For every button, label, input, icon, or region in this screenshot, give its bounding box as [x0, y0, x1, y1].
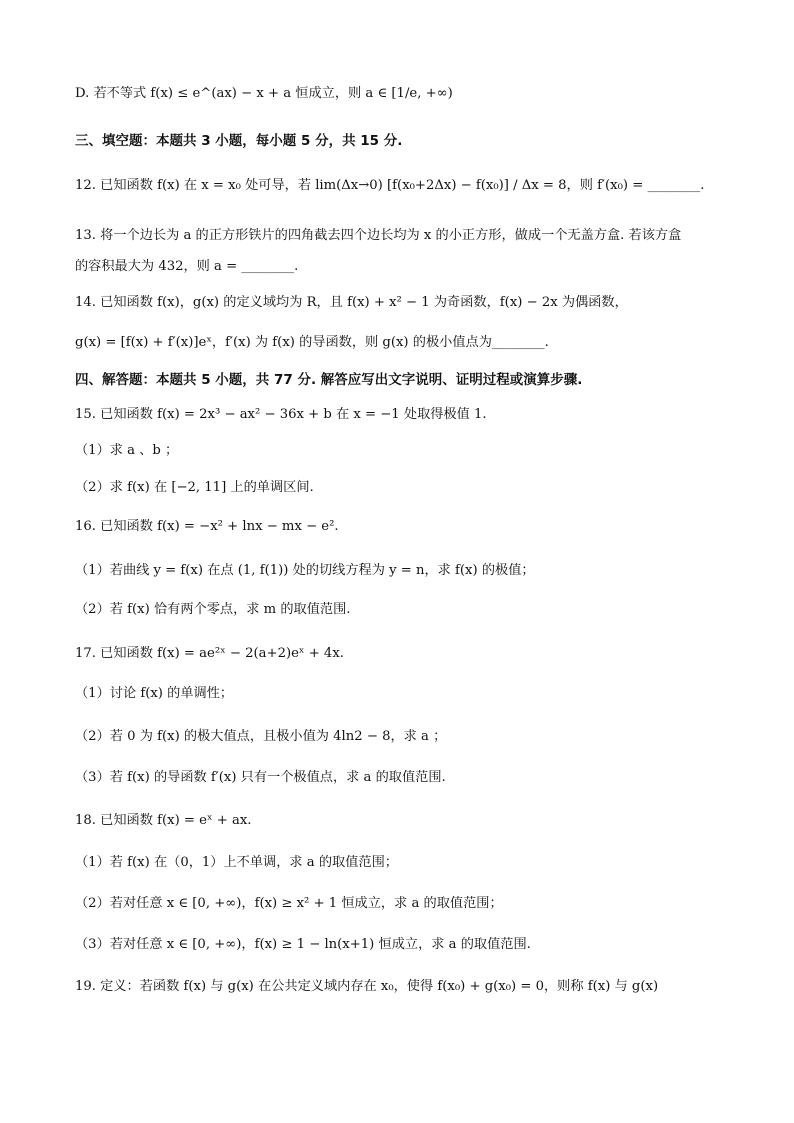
question-18-part-1: （1）若 f(x) 在（0，1）上不单调，求 a 的取值范围； — [75, 855, 398, 870]
question-15: 15. 已知函数 f(x) = 2x³ − ax² − 36x + b 在 x = −1 处取得极值 1. — [75, 407, 487, 422]
question-17-part-3: （3）若 f(x) 的导函数 f′(x) 只有一个极值点，求 a 的取值范围. — [75, 770, 446, 785]
question-13-line-1: 13. 将一个边长为 a 的正方形铁片的四角截去四个边长均为 x 的小正方形，做成一个无盖方盒. 若该方盒 — [75, 228, 682, 243]
question-14-line-1: 14. 已知函数 f(x)，g(x) 的定义域均为 R，且 f(x) + x² − 1 为奇函数，f(x) − 2x 为偶函数， — [75, 295, 628, 310]
question-18: 18. 已知函数 f(x) = eˣ + ax. — [75, 813, 252, 828]
section-heading-solutions: 四、解答题：本题共 5 小题，共 77 分. 解答应写出文字说明、证明过程或演算步骤. — [75, 372, 583, 388]
question-18-part-2: （2）若对任意 x ∈ [0, +∞)，f(x) ≥ x² + 1 恒成立，求 a 的取值范围； — [75, 896, 503, 911]
question-17-part-1: （1）讨论 f(x) 的单调性； — [75, 686, 234, 701]
line-option-d: D. 若不等式 f(x) ≤ e^(ax) − x + a 恒成立，则 a ∈ [1/e, +∞) — [75, 86, 453, 101]
question-17-part-2: （2）若 0 为 f(x) 的极大值点，且极小值为 4ln2 − 8，求 a ； — [75, 729, 447, 744]
question-16: 16. 已知函数 f(x) = −x² + lnx − mx − e². — [75, 519, 339, 534]
question-12: 12. 已知函数 f(x) 在 x = x₀ 处可导，若 lim(Δx→0) [f(x₀+2Δx) − f(x₀)] / Δx = 8，则 f′(x₀) = ________. — [75, 178, 705, 193]
question-13-line-2: 的容积最大为 432，则 a = ________. — [75, 259, 299, 274]
question-19: 19. 定义：若函数 f(x) 与 g(x) 在公共定义域内存在 x₀，使得 f(x₀) + g(x₀) = 0，则称 f(x) 与 g(x) — [75, 979, 659, 994]
section-heading-fill-in: 三、填空题：本题共 3 小题，每小题 5 分，共 15 分. — [75, 133, 403, 149]
question-16-part-2: （2）若 f(x) 恰有两个零点，求 m 的取值范围. — [75, 602, 351, 617]
question-17: 17. 已知函数 f(x) = ae²ˣ − 2(a+2)eˣ + 4x. — [75, 646, 344, 661]
question-15-part-2: （2）求 f(x) 在 [−2, 11] 上的单调区间. — [75, 480, 314, 495]
question-15-part-1: （1）求 a 、b ； — [75, 443, 179, 458]
question-18-part-3: （3）若对任意 x ∈ [0, +∞)，f(x) ≥ 1 − ln(x+1) 恒成立，求 a 的取值范围. — [75, 937, 531, 952]
question-16-part-1: （1）若曲线 y = f(x) 在点 (1, f(1)) 处的切线方程为 y = n，求 f(x) 的极值； — [75, 563, 535, 578]
question-14-line-2: g(x) = [f(x) + f′(x)]eˣ，f′(x) 为 f(x) 的导函数，则 g(x) 的极小值点为________. — [75, 335, 549, 350]
